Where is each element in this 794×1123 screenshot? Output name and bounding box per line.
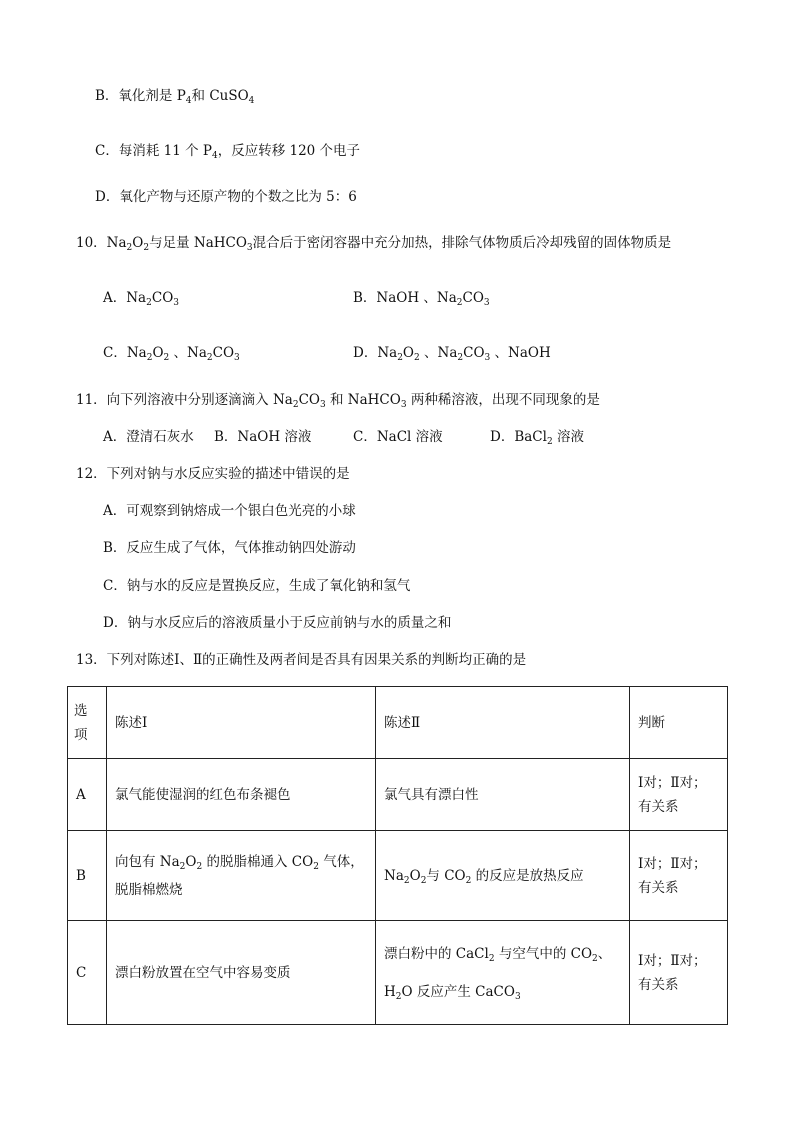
row-c-statement-1: 漂白粉放置在空气中容易变质 [107, 921, 376, 1025]
q10-option-a: A．$Na_2CO_3$ [103, 290, 179, 308]
q11-option-c: C．NaCl 溶液 [353, 429, 443, 445]
q10-option-c: C．$Na_2O_2$ 、$Na_2CO_3$ [103, 345, 240, 363]
q11-option-d: D．BaCl$_2$ 溶液 [490, 429, 584, 447]
q12-option-c: C．钠与水的反应是置换反应，生成了氧化钠和氢气 [103, 578, 411, 594]
q11-option-b: B．NaOH 溶液 [214, 429, 312, 445]
row-a-judgement: Ⅰ对；Ⅱ对； 有关系 [630, 759, 728, 831]
q10-option-b: B．NaOH 、$Na_2CO_3$ [353, 290, 490, 308]
table-header-row [68, 687, 728, 759]
header-statement-1: 陈述Ⅰ [107, 687, 376, 759]
table-row [68, 759, 728, 831]
row-c-judgement: Ⅰ对；Ⅱ对； 有关系 [630, 921, 728, 1025]
row-b-statement-1: 向包有 $Na_2O_2$ 的脱脂棉通入 $CO_2$ 气体，脱脂棉燃烧 [107, 831, 376, 921]
row-c-option: C [68, 921, 107, 1025]
row-c-statement-2: 漂白粉中的 CaCl$_2$ 与空气中的 $CO_2$、 $H_2O$ 反应产生 CaCO$_3$ [376, 921, 630, 1025]
q11-stem: 11．向下列溶液中分别逐滴滴入 $Na_2CO_3$ 和 NaHCO$_3$ 两种稀溶液，出现不同现象的是 [76, 392, 600, 410]
q9-option-c: C．每消耗 11 个 $P_4$，反应转移 120 个电子 [95, 143, 361, 161]
q12-option-d: D．钠与水反应后的溶液质量小于反应前钠与水的质量之和 [103, 615, 452, 631]
q12-option-a: A．可观察到钠熔成一个银白色光亮的小球 [103, 503, 356, 519]
q12-option-b: B．反应生成了气体，气体推动钠四处游动 [103, 540, 356, 556]
row-b-statement-2: $Na_2O_2$与 $CO_2$ 的反应是放热反应 [376, 831, 630, 921]
q10-stem: 10．$Na_2O_2$与足量 NaHCO$_3$混合后于密闭容器中充分加热，排除气体物质后冷却残留的固体物质是 [76, 235, 672, 253]
q9-option-b: B．氧化剂是 $P_4$和 CuSO$_4$ [95, 88, 255, 106]
row-b-judgement: Ⅰ对；Ⅱ对； 有关系 [630, 831, 728, 921]
header-option: 选项 [68, 687, 107, 759]
table-row [68, 831, 728, 921]
row-b-option: B [68, 831, 107, 921]
q11-option-a: A．澄清石灰水 [103, 429, 194, 445]
q9-option-d: D．氧化产物与还原产物的个数之比为 5：6 [95, 189, 357, 205]
header-statement-2: 陈述Ⅱ [376, 687, 630, 759]
header-judgement: 判断 [630, 687, 728, 759]
row-a-statement-2: 氯气具有漂白性 [376, 759, 630, 831]
row-a-statement-1: 氯气能使湿润的红色布条褪色 [107, 759, 376, 831]
q13-stem: 13．下列对陈述Ⅰ、Ⅱ的正确性及两者间是否具有因果关系的判断均正确的是 [76, 652, 527, 668]
q13-table [67, 686, 728, 1025]
q10-option-d: D．$Na_2O_2$ 、$Na_2CO_3$ 、NaOH [353, 345, 551, 363]
row-a-option: A [68, 759, 107, 831]
table-row [68, 921, 728, 1025]
q12-stem: 12．下列对钠与水反应实验的描述中错误的是 [76, 466, 350, 482]
